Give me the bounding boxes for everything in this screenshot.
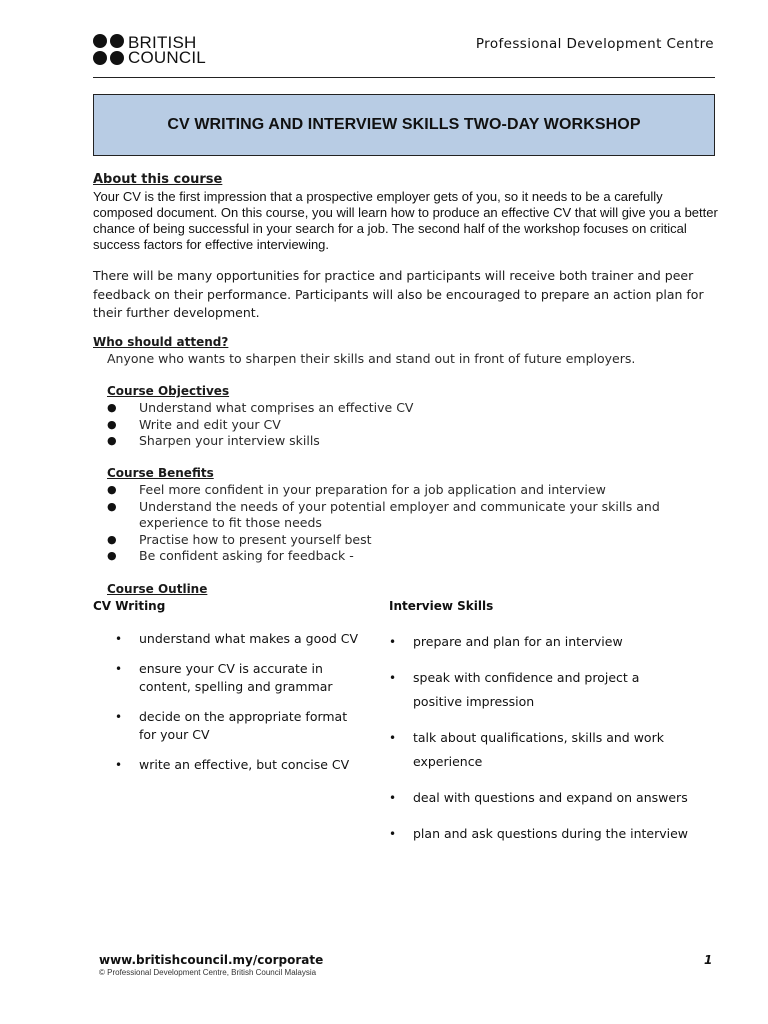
bullet-icon: •	[389, 671, 397, 685]
page-title: CV WRITING AND INTERVIEW SKILLS TWO-DAY WORKSHOP	[167, 116, 641, 133]
interview-skills-list	[389, 630, 689, 858]
header-divider	[93, 77, 715, 78]
bullet-icon: ●	[107, 499, 117, 513]
list-item: • talk about qualifications, skills and work experience	[389, 726, 689, 774]
list-item: ● Understand the needs of your potential employer and communicate your skills and experience to fit those needs	[107, 498, 660, 530]
logo-dots-icon	[93, 34, 124, 65]
benefits-heading: Course Benefits	[107, 466, 214, 480]
logo-line-1: BRITISH	[128, 32, 197, 52]
list-item: • plan and ask questions during the interview	[389, 822, 689, 846]
header-centre-name: Professional Development Centre	[475, 36, 714, 52]
list-item: ● Write and edit your CV	[107, 416, 281, 432]
objectives-heading: Course Objectives	[107, 384, 230, 398]
list-item: • write an effective, but concise CV	[115, 757, 350, 772]
outline-heading: Course Outline	[107, 582, 208, 596]
list-item: • decide on the appropriate format for your CV	[115, 709, 348, 742]
list-item: • ensure your CV is accurate in content, spelling and grammar	[115, 661, 333, 694]
list-item: • understand what makes a good CV	[115, 631, 359, 646]
bullet-icon: ●	[107, 532, 117, 546]
about-paragraph-2: There will be many opportunities for practice and participants will receive both trainer and peer feedback on their performance. Participants will also be encouraged to prepare an action plan for their further development.	[93, 268, 704, 320]
objectives-list	[107, 400, 707, 450]
about-heading: About this course	[93, 172, 223, 187]
attend-text: Anyone who wants to sharpen their skills and stand out in front of future employers.	[107, 351, 636, 366]
list-item: ● Understand what comprises an effective CV	[107, 400, 414, 415]
bullet-icon: ●	[107, 417, 117, 431]
interview-skills-heading: Interview Skills	[389, 599, 494, 613]
bullet-icon: •	[389, 731, 397, 745]
benefits-list	[107, 482, 707, 565]
about-paragraph-1: Your CV is the first impression that a prospective employer gets of you, so it needs to be a carefully composed document. On this course, you will learn how to produce an effective CV that will give you a better chance of being successful in your search for a job. The second half of the workshop focuses on critical success factors for effective interviewing.	[93, 189, 718, 252]
cv-writing-heading: CV Writing	[93, 599, 166, 613]
bullet-icon: •	[389, 635, 397, 649]
footer-url-link[interactable]: www.britishcouncil.my/corporate	[99, 953, 324, 967]
bullet-icon: •	[389, 791, 397, 805]
list-item: ● Sharpen your interview skills	[107, 433, 320, 448]
bullet-icon: ●	[107, 549, 117, 562]
bullet-icon: •	[115, 710, 123, 724]
bullet-icon: •	[115, 632, 123, 646]
attend-heading: Who should attend?	[93, 335, 229, 349]
list-item: ● Feel more confident in your preparation for a job application and interview	[107, 482, 606, 497]
page-number: 1	[704, 953, 713, 967]
list-item: • deal with questions and expand on answers	[389, 786, 689, 810]
bullet-icon: ●	[107, 401, 117, 414]
list-item: • speak with confidence and project a positive impression	[389, 666, 689, 714]
footer-copyright: © Professional Development Centre, British Council Malaysia	[99, 968, 317, 977]
bullet-icon: •	[115, 662, 123, 676]
list-item: ● Be confident asking for feedback -	[107, 548, 354, 563]
bullet-icon: ●	[107, 434, 117, 447]
bullet-icon: ●	[107, 483, 117, 496]
cv-writing-list	[115, 630, 365, 786]
logo-text	[128, 32, 206, 67]
list-item: ● Practise how to present yourself best	[107, 531, 372, 547]
british-council-logo	[93, 34, 206, 65]
list-item: • prepare and plan for an interview	[389, 630, 689, 654]
bullet-icon: •	[115, 758, 123, 772]
title-banner	[93, 94, 715, 156]
logo-line-2: COUNCIL	[128, 47, 206, 67]
bullet-icon: •	[389, 827, 397, 841]
